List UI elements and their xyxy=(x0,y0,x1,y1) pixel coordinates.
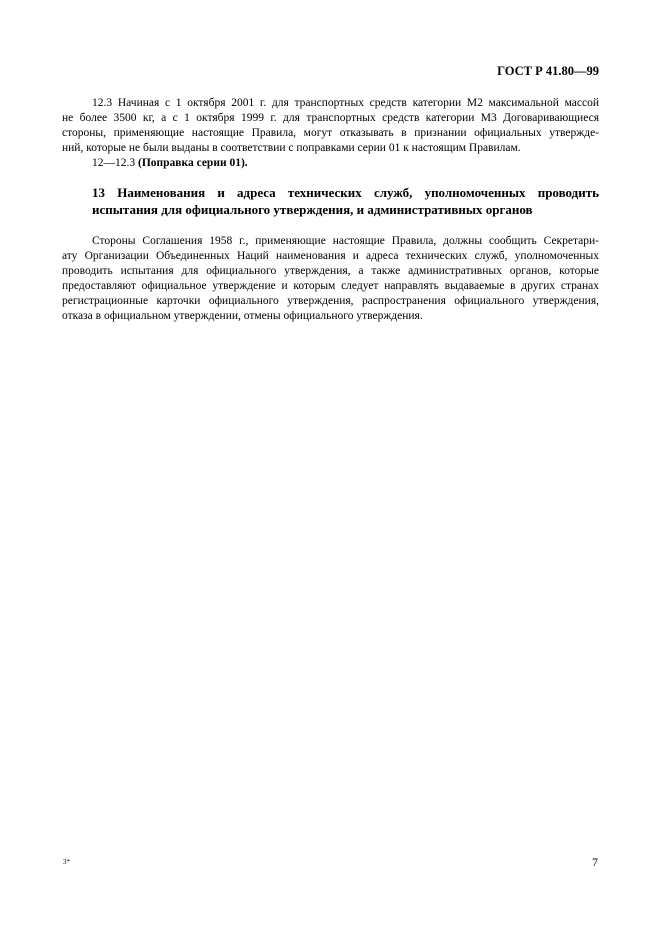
page-number: 7 xyxy=(592,855,598,869)
amendment-ref: 12—12.3 xyxy=(92,157,136,169)
heading-line: 13 Наименования и адреса технических служб, уполномоченных проводить xyxy=(92,185,599,200)
paragraph-line: Стороны Соглашения 1958 г., применяющие настоящие Правила, должны сообщить Секретари- xyxy=(92,235,599,247)
heading-line: испытания для официального утверждения, и административных органов xyxy=(92,202,533,217)
paragraph-line: ату Организации Объединенных Наций наименования и адреса технических служб, уполномоченных xyxy=(62,250,599,262)
sheet-signature-mark: 3* xyxy=(63,858,70,866)
section-13-heading xyxy=(92,184,599,218)
paragraph-line: не более 3500 кг, а с 1 октября 1999 г. для транспортных средств категории М3 Договаривающиеся xyxy=(62,112,599,124)
paragraph-line: ний, которые не были выданы в соответствии с поправками серии 01 к настоящим Правилам. xyxy=(62,142,521,154)
paragraph-line: предоставляют официальное утверждение и которым следует направлять выдаваемые в других странах xyxy=(62,280,599,292)
page-header-code: ГОСТ Р 41.80—99 xyxy=(497,64,599,78)
amendment-note xyxy=(62,156,599,171)
section-13-body xyxy=(62,234,599,324)
paragraph-12-3 xyxy=(62,96,599,156)
amendment-text: (Поправка серии 01). xyxy=(138,157,248,169)
paragraph-line: регистрационные карточки официального утверждения, распространения официального утверждения, xyxy=(62,295,599,307)
paragraph-line: стороны, применяющие настоящие Правила, могут отказывать в признании официальных утвержде- xyxy=(62,127,599,139)
paragraph-line: проводить испытания для официального утверждения, а также административных органов, которые xyxy=(62,265,599,277)
paragraph-line: 12.3 Начиная с 1 октября 2001 г. для транспортных средств категории М2 максимальной массой xyxy=(92,97,599,109)
paragraph-line: отказа в официальном утверждении, отмены официального утверждения. xyxy=(62,310,423,322)
